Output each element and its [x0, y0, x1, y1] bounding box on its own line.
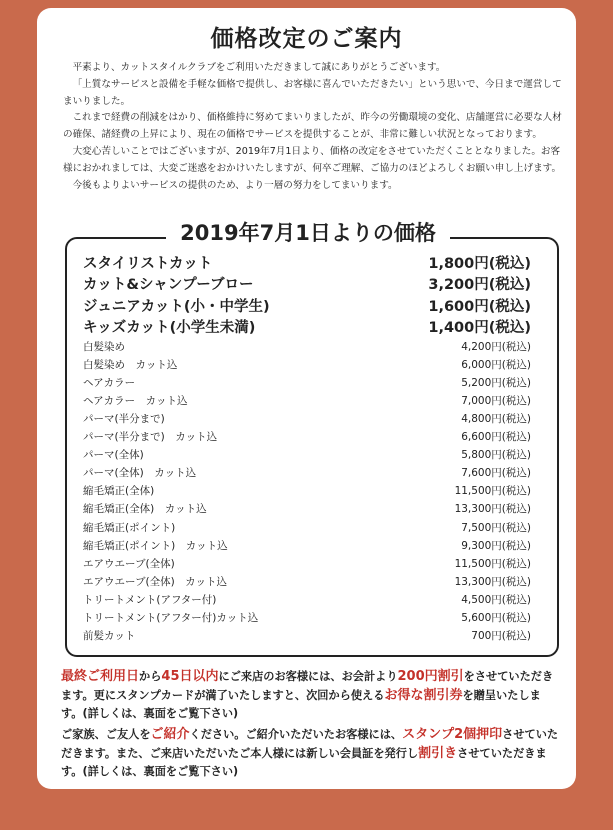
price-row-option [83, 464, 531, 482]
note-text: にご来店のお客様には、お会計より [218, 670, 398, 683]
service-name: キッズカット(小学生未満) [83, 319, 256, 336]
note-text: をさせていただきます。更にスタンプカードが満了いたしますと、次回から使える [61, 670, 554, 702]
notice-card [37, 8, 576, 789]
price-row-option [83, 482, 531, 500]
price-row-main [83, 295, 531, 316]
service-price: 5,200円(税込) [461, 376, 531, 389]
price-row-option [83, 391, 531, 409]
price-row-option [83, 572, 531, 590]
intro-text [63, 60, 563, 194]
service-price: 13,300円(税込) [454, 575, 531, 588]
price-row-option [83, 446, 531, 464]
service-price: 7,500円(税込) [461, 521, 531, 534]
service-name: ヘアカラー [83, 376, 136, 389]
page-title: 価格改定のご案内 [210, 26, 403, 52]
service-name: スタイリストカット [83, 256, 213, 272]
note-highlight: 最終ご利用日 [61, 669, 140, 684]
service-name: 縮毛矯正(全体) [83, 485, 155, 498]
service-name: パーマ(全体) カット込 [83, 467, 197, 480]
service-price: 11,500円(税込) [454, 485, 531, 498]
service-price: 1,400円(税込) [428, 319, 531, 336]
price-row-option [83, 355, 531, 373]
service-price: 1,600円(税込) [428, 298, 531, 315]
intro-paragraph: 今後もよりよいサービスの提供のため、より一層の努力をしてまいります。 [72, 179, 398, 191]
service-name: 白髪染め [83, 340, 125, 353]
referral-note [61, 726, 561, 782]
note-highlight: 200円割引 [397, 669, 464, 684]
service-price: 6,000円(税込) [461, 358, 531, 371]
service-name: 縮毛矯正(全体) カット込 [83, 503, 207, 516]
service-name: パーマ(半分まで) [83, 412, 165, 425]
price-row-main [83, 316, 531, 337]
note-text: させていただきます。また、ご来店いただいたご本人様には新しい会員証を発行し [61, 728, 559, 760]
service-price: 5,800円(税込) [461, 449, 531, 462]
service-name: 白髪染め カット込 [83, 358, 178, 371]
service-name: 縮毛矯正(ポイント) カット込 [83, 539, 228, 552]
service-name: 縮毛矯正(ポイント) [83, 521, 176, 534]
service-price: 700円(税込) [471, 630, 531, 643]
service-name: エアウエーブ(全体) カット込 [83, 575, 228, 588]
price-row-option [83, 373, 531, 391]
service-name: 前髪カット [83, 630, 136, 643]
note-text: を贈呈いたします。(詳しくは、裏面をご覧下さい) [61, 688, 541, 720]
discount-note [61, 668, 561, 724]
price-row-option [83, 500, 531, 518]
note-highlight: 45日以内 [161, 669, 219, 684]
note-highlight: スタンプ2個押印 [402, 727, 503, 742]
intro-paragraph: 「上質なサービスと設備を手軽な価格で提供し、お客様に喜んでいただきたい」という思いで、今日まで運営してまいりました。 [63, 78, 562, 107]
service-name: エアウエーブ(全体) [83, 557, 175, 570]
price-row-main [83, 273, 531, 294]
service-price: 4,800円(税込) [461, 412, 531, 425]
note-highlight: お得な割引券 [384, 687, 463, 703]
note-highlight: ご紹介 [150, 727, 190, 742]
service-price: 7,000円(税込) [461, 394, 531, 407]
service-name: パーマ(全体) [83, 449, 144, 462]
service-price: 13,300円(税込) [454, 503, 531, 516]
price-row-option [83, 337, 531, 355]
intro-paragraph: これまで経費の削減をはかり、価格維持に努めてまいりましたが、昨今の労働環境の変化、店舗運営に必要な人材の確保、諸経費の上昇により、現在の価格でサービスを提供することが、非常に難しい状況となっております。 [63, 112, 562, 141]
price-row-option [83, 590, 531, 608]
service-name: パーマ(半分まで) カット込 [83, 431, 218, 443]
service-price: 4,500円(税込) [461, 593, 531, 606]
price-row-option [83, 627, 531, 645]
service-price: 6,600円(税込) [461, 431, 531, 443]
note-text: させていただきます。(詳しくは、裏面をご覧下さい) [61, 746, 547, 778]
service-name: トリートメント(アフター付)カット込 [83, 612, 259, 624]
price-heading: 2019年7月1日よりの価格 [166, 216, 450, 250]
service-name: トリートメント(アフター付) [83, 593, 217, 606]
service-price: 11,500円(税込) [454, 557, 531, 570]
service-name: ヘアカラー カット込 [83, 394, 188, 407]
note-text: から [139, 670, 162, 683]
service-price: 7,600円(税込) [461, 467, 531, 480]
price-row-main [83, 252, 531, 273]
price-row-option [83, 428, 531, 446]
note-text: ご家族、ご友人を [61, 728, 151, 741]
service-name: ジュニアカット(小・中学生) [83, 298, 270, 315]
service-price: 9,300円(税込) [461, 539, 531, 552]
intro-paragraph: 大変心苦しいことではございますが、2019年7月1日より、価格の改定をさせていただくこととなりました。お客様におかれましては、大変ご迷惑をおかけいたしますが、何卒ご理解、ご協力のほどよろしくお願い申し上げます。 [63, 145, 562, 174]
price-row-option [83, 609, 531, 627]
service-price: 4,200円(税込) [461, 340, 531, 353]
price-row-option [83, 554, 531, 572]
note-text: ください。ご紹介いただいたお客様には、 [189, 728, 403, 741]
service-price: 5,600円(税込) [461, 612, 531, 624]
service-price: 1,800円(税込) [428, 256, 531, 272]
service-price: 3,200円(税込) [428, 277, 531, 294]
price-row-option [83, 409, 531, 427]
intro-paragraph: 平素より、カットスタイルクラブをご利用いただきまして誠にありがとうございます。 [72, 62, 446, 73]
price-row-option [83, 518, 531, 536]
price-row-option [83, 536, 531, 554]
service-name: カット&シャンプーブロー [83, 277, 254, 294]
note-highlight: 割引き [418, 745, 458, 761]
